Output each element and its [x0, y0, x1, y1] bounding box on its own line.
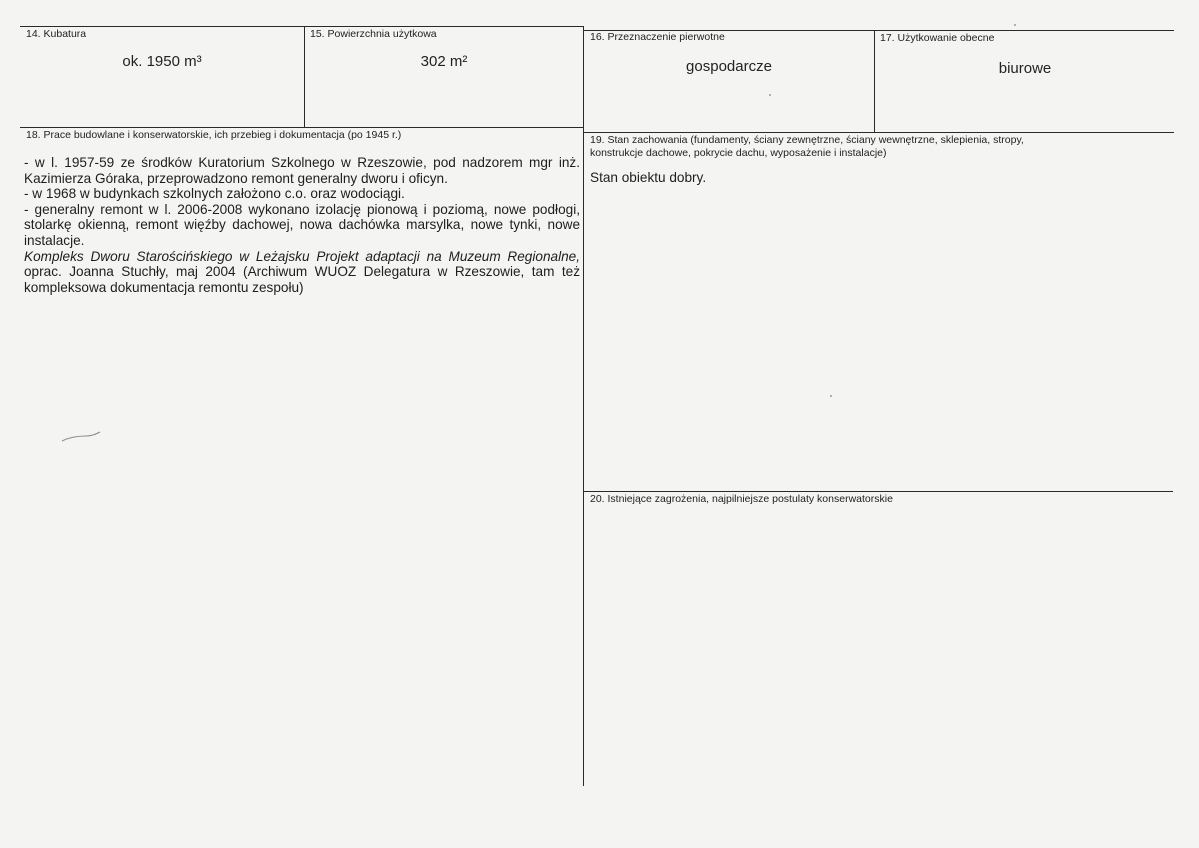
main-column-divider: [583, 26, 584, 786]
section20-label: 20. Istniejące zagrożenia, najpilniejsze postulaty konserwatorskie: [590, 493, 893, 505]
top-row-bottom-border-left: [20, 127, 584, 128]
section18-reference-details: oprac. Joanna Stuchły, maj 2004 (Archiwum WUOZ Delegatura w Rzeszowie, tam też kompleksowa dokumentacja remontu zespołu): [24, 264, 580, 295]
section19-label-line1: 19. Stan zachowania (fundamenty, ściany zewnętrzne, ściany wewnętrzne, sklepienia, stropy,: [590, 134, 1024, 146]
uzytkowanie-label: 17. Użytkowanie obecne: [880, 32, 995, 44]
section18-line-2: - w 1968 w budynkach szkolnych założono c.o. oraz wodociągi.: [24, 186, 405, 202]
section20-top-border: [584, 491, 1173, 492]
przeznaczenie-label: 16. Przeznaczenie pierwotne: [590, 31, 725, 43]
kubatura-value: ok. 1950 m³: [122, 53, 202, 70]
scan-speck: [830, 395, 832, 397]
uzytkowanie-value: biurowe: [998, 60, 1052, 77]
section18-label: 18. Prace budowlane i konserwatorskie, ich przebieg i dokumentacja (po 1945 r.): [26, 129, 402, 141]
section18-line-3: - generalny remont w l. 2006-2008 wykonano izolację pionową i poziomą, nowe podłogi, stolarkę okienną, remont więźby dachowej, nowa dachówka marsylka, nowe tynki, nowe instalacje.: [24, 201, 580, 248]
przeznaczenie-value: gospodarcze: [686, 58, 772, 75]
section18-reference-title: Kompleks Dworu Starościńskiego w Leżajsku Projekt adaptacji na Muzeum Regionalne,: [24, 248, 580, 264]
section19-value: Stan obiektu dobry.: [590, 170, 707, 185]
divider-16-17: [874, 30, 875, 133]
top-row-bottom-border-right: [584, 132, 1174, 133]
section18-reference: [24, 249, 580, 296]
powierzchnia-value: 302 m²: [420, 53, 468, 70]
scan-speck: [1014, 24, 1016, 26]
powierzchnia-label: 15. Powierzchnia użytkowa: [310, 28, 437, 40]
divider-14-15: [304, 26, 305, 128]
section18-body: [24, 155, 580, 295]
top-row-top-border: [20, 26, 584, 27]
scan-speck: [769, 94, 771, 96]
section18-line-1: - w l. 1957-59 ze środków Kuratorium Szkolnego w Rzeszowie, pod nadzorem mgr inż. Kazimierza Góraka, przeprowadzono remont generalny dworu i oficyn.: [24, 155, 580, 186]
section19-label-line2: konstrukcje dachowe, pokrycie dachu, wyposażenie i instalacje): [590, 147, 887, 159]
pen-mark-scribble: [60, 428, 102, 444]
kubatura-label: 14. Kubatura: [26, 28, 87, 40]
